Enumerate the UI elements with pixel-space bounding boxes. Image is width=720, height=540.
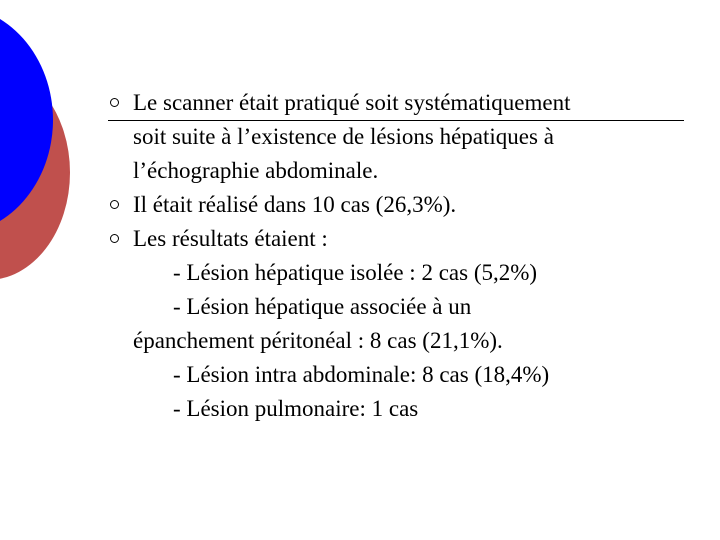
bullet-line: Il était réalisé dans 10 cas (26,3%). bbox=[133, 192, 457, 217]
result-line: - Lésion hépatique associée à un bbox=[173, 294, 472, 319]
slide-content bbox=[110, 86, 700, 426]
bullet-line: l’échographie abdominale. bbox=[133, 158, 379, 183]
hollow-circle-icon bbox=[110, 234, 119, 243]
hollow-circle-icon bbox=[110, 200, 119, 209]
bullet-line: soit suite à l’existence de lésions hépatiques à bbox=[133, 124, 554, 149]
bullet-item bbox=[110, 222, 700, 256]
bullet-item bbox=[110, 86, 700, 188]
result-line: épanchement péritonéal : 8 cas (21,1%). bbox=[133, 328, 503, 353]
result-line: - Lésion intra abdominale: 8 cas (18,4%) bbox=[173, 362, 550, 387]
result-line: - Lésion pulmonaire: 1 cas bbox=[173, 396, 419, 421]
result-line: - Lésion hépatique isolée : 2 cas (5,2%) bbox=[173, 260, 538, 285]
bullet-item bbox=[110, 188, 700, 222]
bullet-line: Le scanner était pratiqué soit systématiquement bbox=[133, 90, 571, 115]
bullet-line: Les résultats étaient : bbox=[133, 226, 328, 251]
hollow-circle-icon bbox=[110, 98, 119, 107]
